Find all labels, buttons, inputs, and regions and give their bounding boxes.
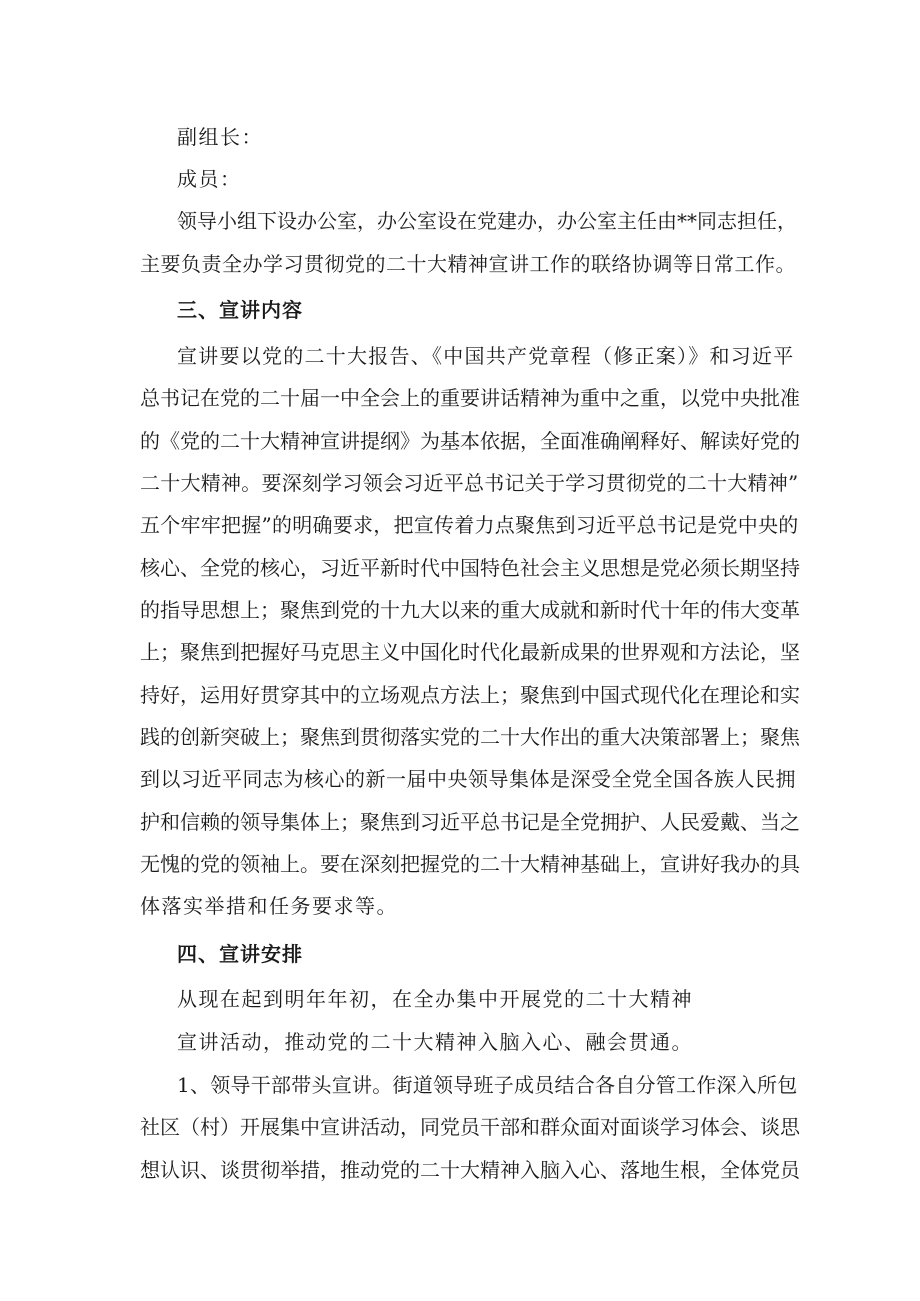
text-line: 从现在起到明年年初，在全办集中开展党的二十大精神	[177, 987, 693, 1011]
text-line: 的指导思想上；聚焦到党的十九大以来的重大成就和新时代十年的伟大变革	[140, 598, 800, 622]
text-line: 无愧的党的领袖上。要在深刻把握党的二十大精神基础上，宣讲好我办的具	[140, 852, 800, 876]
text-line: 到以习近平同志为核心的新一届中央领导集体是深受全党全国各族人民拥	[140, 767, 796, 791]
text-line: 践的创新突破上；聚焦到贯彻落实党的二十大作出的重大决策部署上；聚焦	[140, 725, 800, 749]
text-line: 想认识、谈贯彻举措，推动党的二十大精神入脑入心、落地生根，全体党员	[140, 1158, 800, 1182]
text-line: 持好，运用好贯穿其中的立场观点方法上；聚焦到中国式现代化在理论和实	[140, 683, 800, 707]
text-line: 五个牢牢把握”的明确要求，把宣传着力点聚焦到习近平总书记是党中央的	[140, 513, 799, 537]
text-line: 核心、全党的核心，习近平新时代中国特色社会主义思想是党必须长期坚持	[140, 556, 800, 580]
text-line: 二十大精神。要深刻学习领会习近平总书记关于学习贯彻党的二十大精神”	[140, 471, 799, 495]
text-line: 体落实举措和任务要求等。	[140, 894, 398, 918]
text-line: 上；聚焦到把握好马克思主义中国化时代化最新成果的世界观和方法论，坚	[140, 640, 800, 664]
text-line-office: 领导小组下设办公室，办公室设在党建办，办公室主任由**同志担任，	[177, 209, 797, 233]
text-line-office-duty: 主要负责全办学习贯彻党的二十大精神宣讲工作的联络协调等日常工作。	[140, 252, 796, 276]
text-line: 总书记在党的二十届一中全会上的重要讲话精神为重中之重，以党中央批准	[140, 386, 800, 410]
text-line-deputy-leader: 副组长：	[177, 125, 263, 149]
text-line: 社区（村）开展集中宣讲活动，同党员干部和群众面对面谈学习体会、谈思	[140, 1115, 800, 1139]
text-line: 的《党的二十大精神宣讲提纲》为基本依据，全面准确阐释好、解读好党的	[140, 429, 800, 453]
section-heading-content: 三、宣讲内容	[177, 298, 303, 322]
text-line-item-1: 1、领导干部带头宣讲。街道领导班子成员结合各自分管工作深入所包	[177, 1073, 798, 1097]
text-line: 宣讲要以党的二十大报告、《中国共产党章程（修正案）》和习近平	[177, 344, 795, 368]
text-line: 护和信赖的领导集体上；聚焦到习近平总书记是全党拥护、人民爱戴、当之	[140, 810, 800, 834]
section-heading-arrangement: 四、宣讲安排	[177, 942, 303, 966]
text-line: 宣讲活动，推动党的二十大精神入脑入心、融会贯通。	[177, 1030, 693, 1054]
text-line-members: 成员：	[177, 167, 242, 191]
